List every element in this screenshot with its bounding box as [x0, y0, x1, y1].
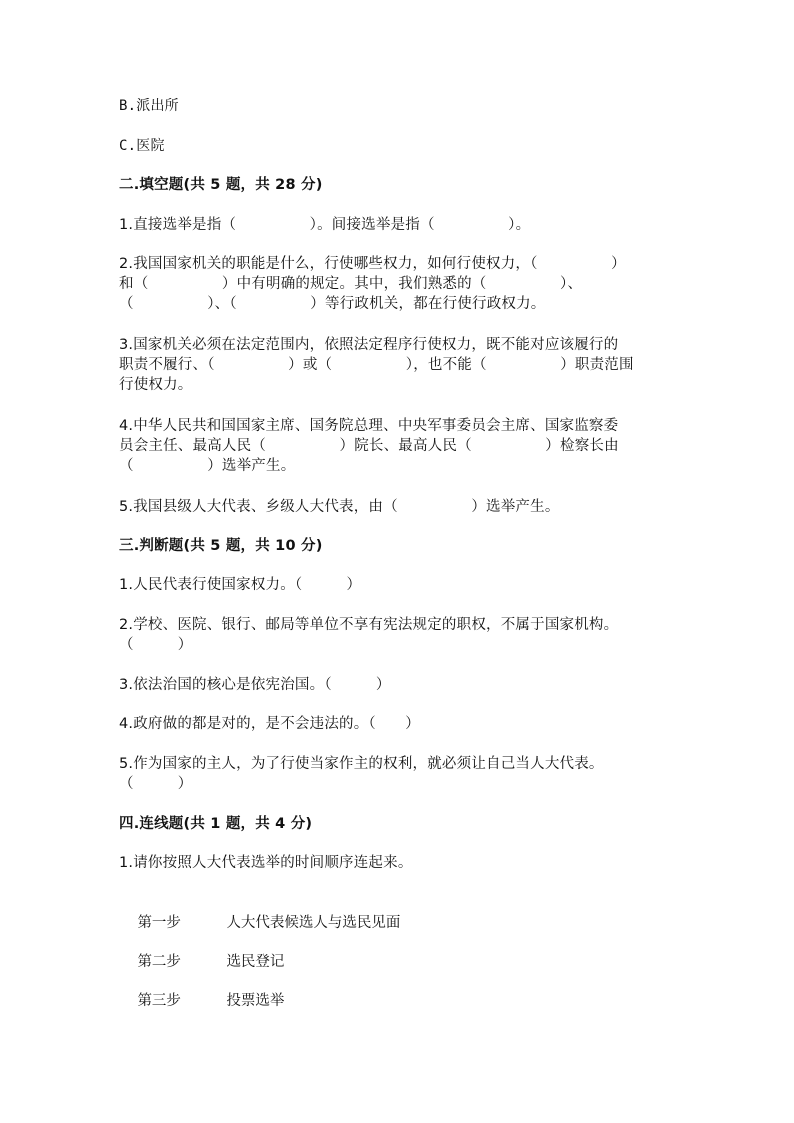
question-text: 4.政府做的都是对的，是不会违法的。（ ）: [119, 716, 420, 732]
question-text: 和（ ）中有明确的规定。其中，我们熟悉的（ ）、: [119, 276, 583, 292]
question-text: 2.我国国家机关的职能是什么，行使哪些权力，如何行使权力，（ ）: [119, 256, 626, 272]
matching-item: 人大代表候选人与选民见面: [226, 915, 401, 931]
question-text: 1.直接选举是指（ ）。间接选举是指（ ）。: [119, 217, 531, 233]
question-text: 3.国家机关必须在法定范围内，依照法定程序行使权力，既不能对应该履行的: [119, 337, 619, 353]
section-heading-true-false: 三.判断题(共 5 题，共 10 分): [119, 538, 323, 554]
section-heading-fill-blank: 二.填空题(共 5 题，共 28 分): [119, 177, 323, 193]
matching-item: 投票选举: [226, 993, 285, 1009]
section-heading-matching: 四.连线题(共 1 题，共 4 分): [119, 816, 313, 832]
question-text: 3.依法治国的核心是依宪治国。（ ）: [119, 677, 391, 693]
matching-step-label: 第二步: [137, 954, 181, 970]
question-text: 员会主任、最高人民（ ）院长、最高人民（ ）检察长由: [119, 438, 619, 454]
matching-step-label: 第一步: [137, 915, 181, 931]
question-text: （ ）、（ ）等行政机关，都在行使行政权力。: [119, 296, 546, 312]
question-text: 行使权力。: [119, 377, 193, 393]
option-c: C.医院: [119, 138, 165, 154]
question-text: （ ）: [119, 776, 193, 792]
matching-step-label: 第三步: [137, 993, 181, 1009]
matching-item: 选民登记: [226, 954, 285, 970]
question-text: 5.我国县级人大代表、乡级人大代表，由（ ）选举产生。: [119, 499, 560, 515]
question-text: （ ）: [119, 637, 193, 653]
question-text: 职责不履行、（ ）或（ ），也不能（ ）职责范围: [119, 357, 634, 373]
matching-row: [119, 971, 284, 1031]
question-text: 5.作为国家的主人，为了行使当家作主的权利，就必须让自己当人大代表。: [119, 756, 604, 772]
question-text: 2.学校、医院、银行、邮局等单位不享有宪法规定的职权，不属于国家机构。: [119, 617, 619, 633]
question-text: 4.中华人民共和国国家主席、国务院总理、中央军事委员会主席、国家监察委: [119, 418, 619, 434]
question-text: 1.请你按照人大代表选举的时间顺序连起来。: [119, 855, 413, 871]
question-text: （ ）选举产生。: [119, 458, 296, 474]
option-b: B.派出所: [119, 98, 179, 114]
question-text: 1.人民代表行使国家权力。（ ）: [119, 577, 362, 593]
